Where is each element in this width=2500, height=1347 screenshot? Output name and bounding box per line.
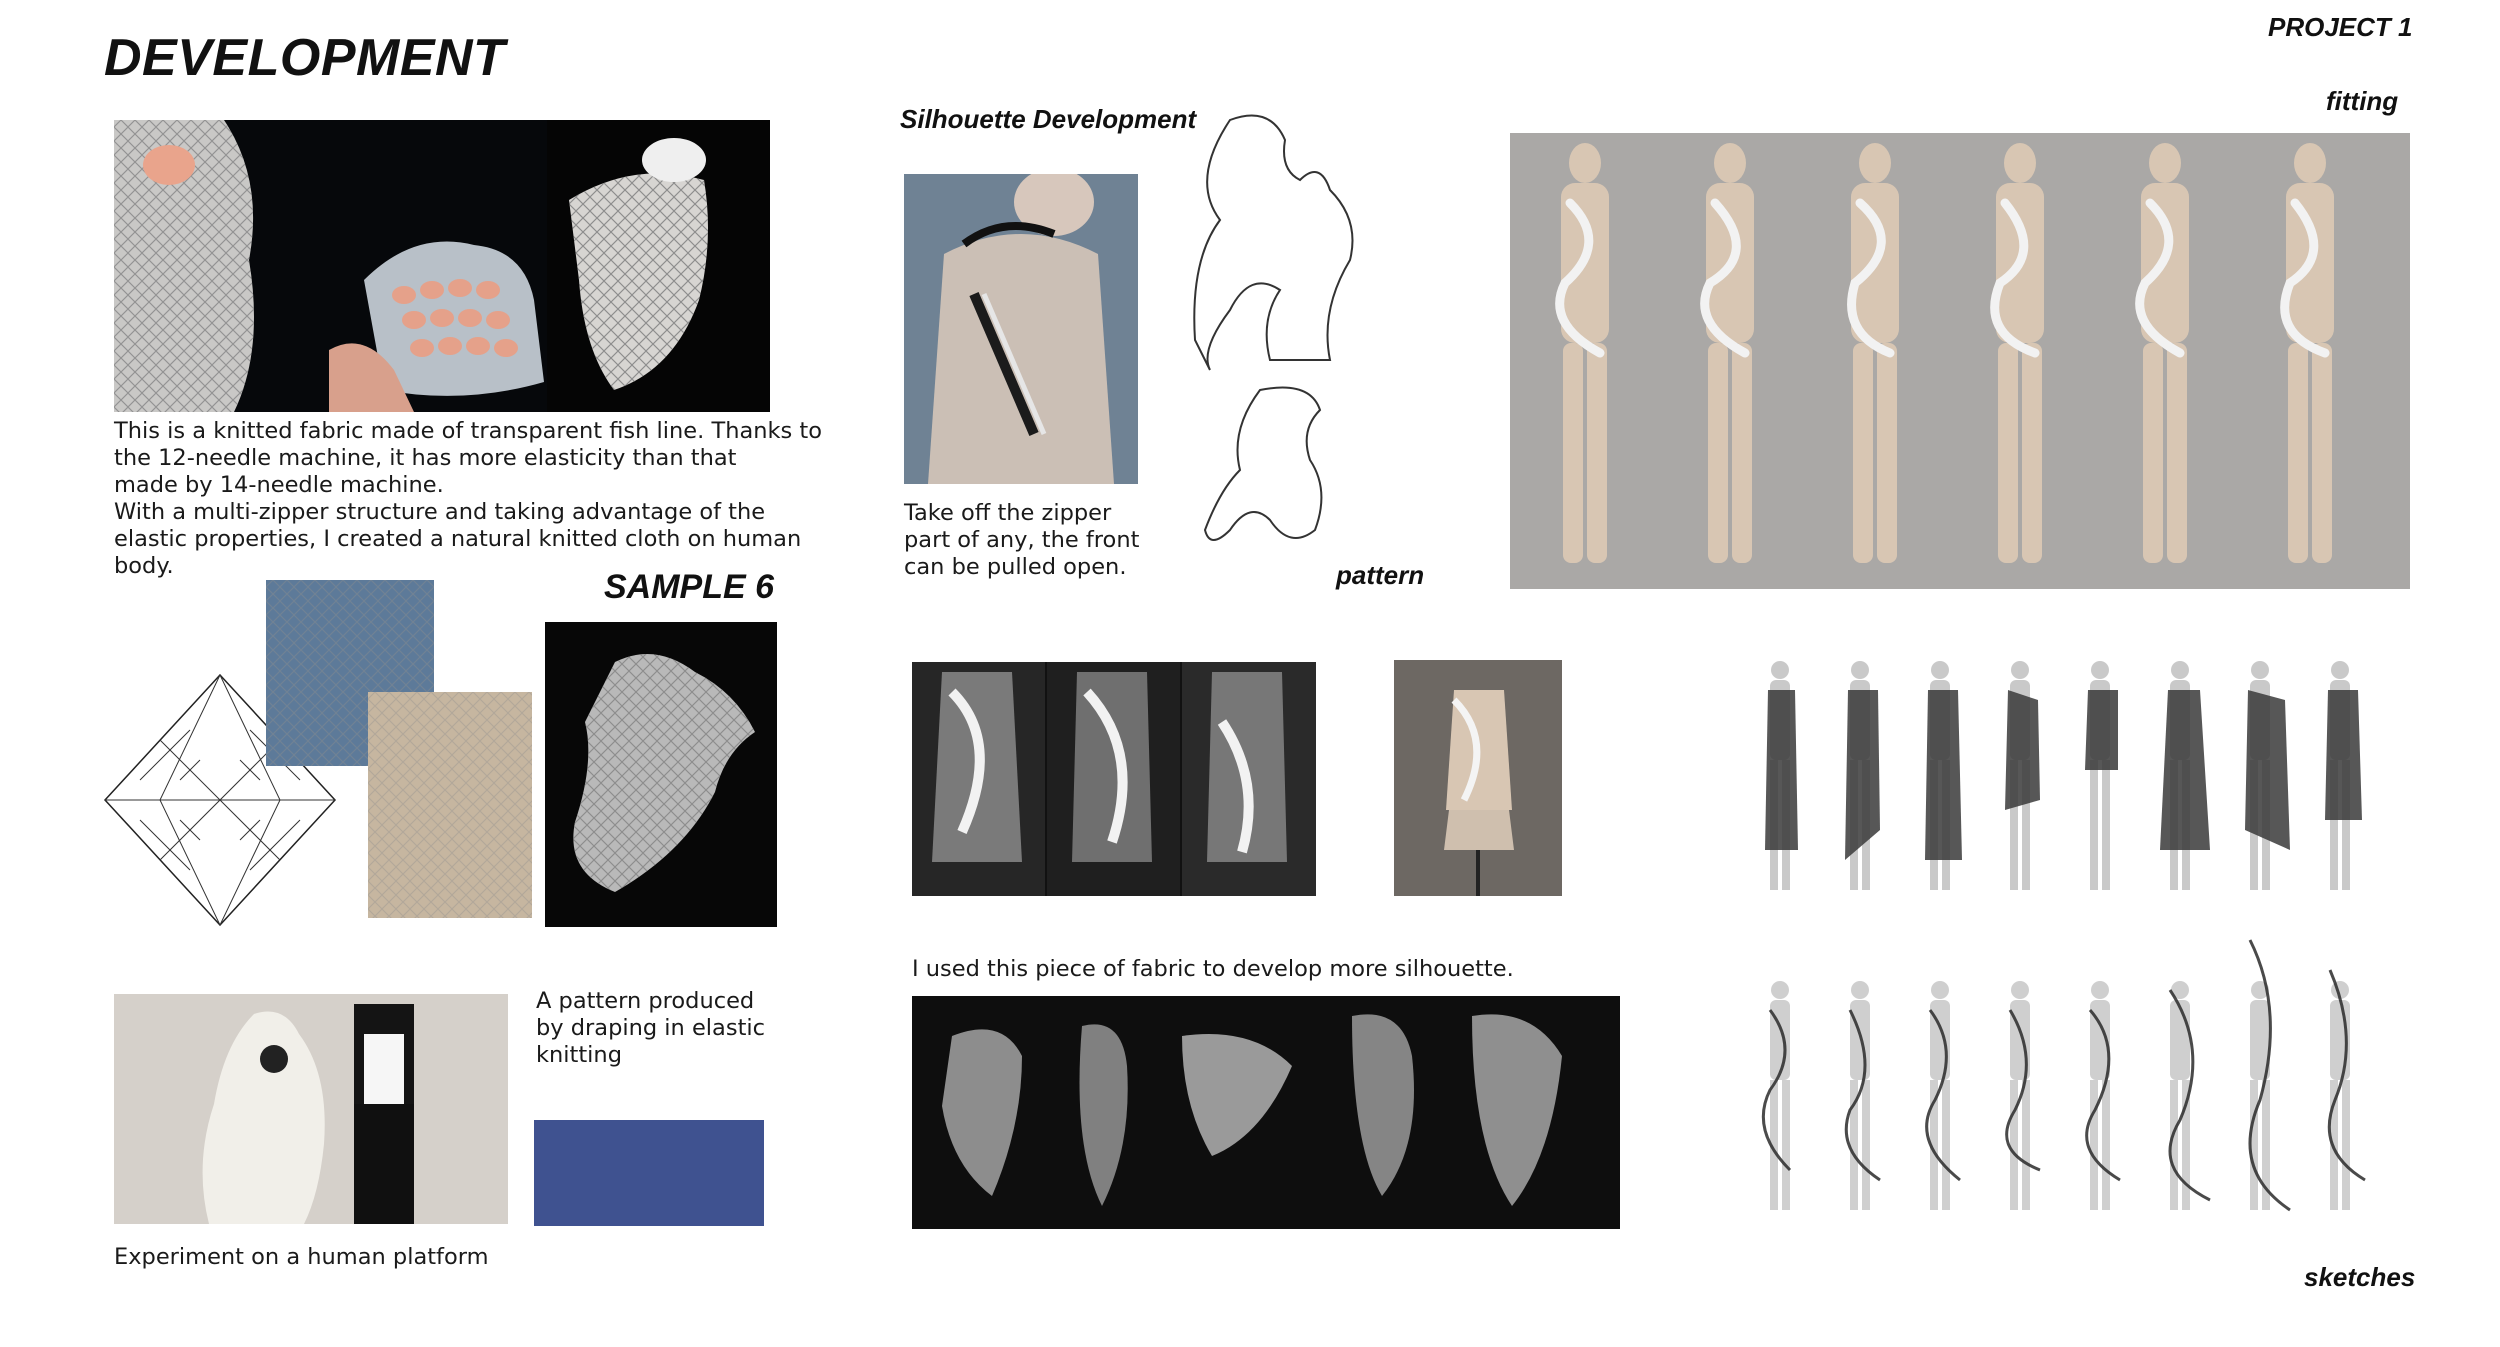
- project-label: PROJECT 1: [2268, 12, 2413, 42]
- knit-description-line: This is a knitted fabric made of transparent fish line. Thanks to: [114, 418, 823, 444]
- sample-label: SAMPLE 6: [604, 568, 775, 606]
- color-swatch: [534, 1120, 764, 1226]
- zipper-caption-line: part of any, the front: [904, 527, 1140, 553]
- silhouette-heading: Silhouette Development: [900, 104, 1197, 134]
- zipper-caption-line: Take off the zipper: [904, 500, 1112, 526]
- experiment-caption: Experiment on a human platform: [114, 1244, 489, 1270]
- sketches-label: sketches: [2304, 1262, 2416, 1292]
- zipper-caption: [904, 500, 1139, 581]
- knit-description-line: the 12-needle machine, it has more elasticity than that: [114, 445, 737, 471]
- page-title: DEVELOPMENT: [104, 29, 506, 87]
- experiment-note: [536, 988, 765, 1069]
- fitting-photos: [1510, 133, 2410, 589]
- knit-description-line: With a multi-zipper structure and taking advantage of the: [114, 499, 766, 525]
- zipper-caption-line: can be pulled open.: [904, 554, 1127, 580]
- sample-6-photo: [545, 622, 777, 927]
- zipper-photo: [904, 174, 1138, 484]
- knit-description-line: body.: [114, 553, 174, 579]
- knitted-fabric-photos: [114, 120, 770, 412]
- experiment-note-line: knitting: [536, 1042, 622, 1068]
- mannequin-photo: [1394, 660, 1562, 896]
- fitting-label: fitting: [2326, 86, 2399, 116]
- pattern-label: pattern: [1336, 560, 1425, 590]
- knit-description-line: made by 14-needle machine.: [114, 472, 444, 498]
- fabric-silhouette-photos: [912, 996, 1620, 1229]
- experiment-note-line: A pattern produced: [536, 988, 755, 1014]
- knit-description: [114, 418, 822, 580]
- fabric-caption: I used this piece of fabric to develop more silhouette.: [912, 956, 1514, 982]
- experiment-note-line: by draping in elastic: [536, 1015, 766, 1041]
- knit-description-line: elastic properties, I created a natural knitted cloth on human: [114, 526, 802, 552]
- beige-knit-sample: [368, 692, 532, 918]
- sketches-row-2: [1740, 930, 2380, 1230]
- dress-form-photos: [912, 662, 1316, 896]
- pattern-drawing: [1190, 110, 1390, 570]
- human-platform-photo: [114, 994, 508, 1224]
- sketches-row-1: [1740, 650, 2380, 900]
